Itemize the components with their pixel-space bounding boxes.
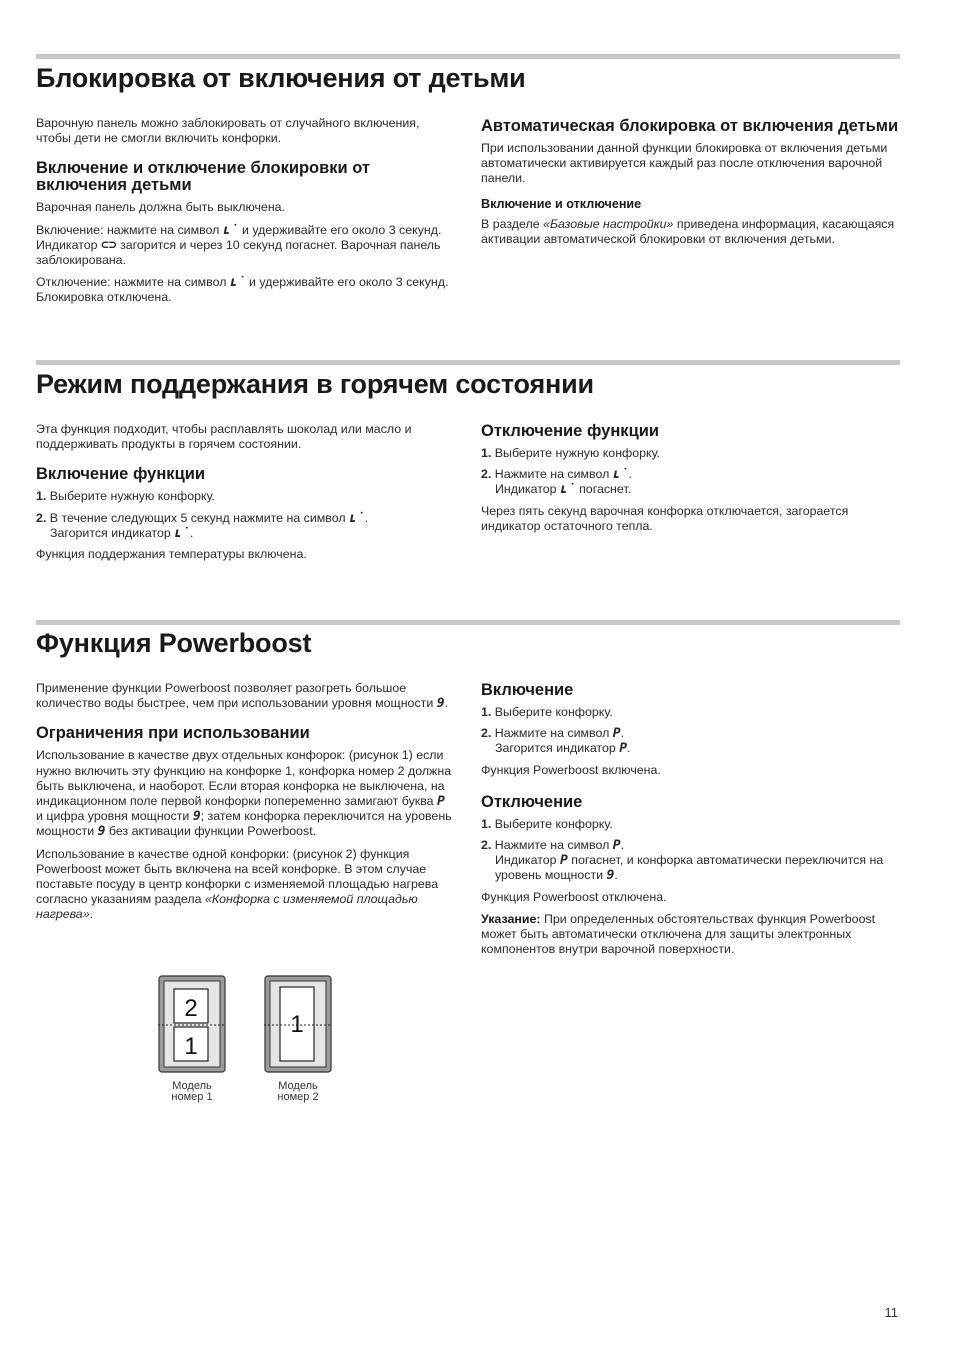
paragraph: Через пять секунд варочная конфорка отключается, загорается индикатор остаточного тепла.	[481, 503, 849, 533]
page-number: 11	[884, 1305, 898, 1320]
paragraph: Отключение: нажмите на символ ʟ̇ и удерживайте его около 3 секунд. Блокировка отключена.	[36, 275, 449, 305]
section-title-child-lock: Блокировка от включения от детьми	[36, 63, 526, 93]
subheading: Автоматическая блокировка от включения детьми	[481, 117, 899, 135]
paragraph: Включение: нажмите на символ ʟ̇ и удерживайте его около 3 секунд. Индикатор ⊂⊃ загорится и через 10 секунд погаснет. Варочная панель заблокирована.	[36, 222, 442, 268]
keep-warm-icon: ʟ̇	[559, 482, 576, 498]
list-item: 1. Выберите нужную конфорку.	[36, 489, 215, 504]
powerboost-p-icon: P	[437, 794, 445, 810]
keep-warm-icon: ʟ̇	[612, 467, 629, 483]
paragraph: Функция поддержания температуры включена.	[36, 547, 307, 562]
cooktop-zone-diagram	[158, 975, 226, 1079]
list-item: 2. В течение следующих 5 секунд нажмите на символ ʟ̇. Загорится индикатор ʟ̇.	[36, 510, 369, 541]
cross-reference: «Базовые настройки»	[543, 216, 674, 231]
powerboost-p-icon: P	[612, 726, 621, 742]
figure-model-1	[158, 975, 226, 1103]
list-item: 1. Выберите конфорку.	[481, 816, 613, 831]
section-rule	[36, 360, 900, 365]
list-item: 1. Выберите конфорку.	[481, 705, 613, 719]
lock-indicator-icon: ⊂⊃	[100, 237, 117, 253]
cross-reference: «Конфорка с изменяемой площадью нагрева»	[36, 892, 418, 922]
minor-heading: Включение и отключение	[481, 196, 642, 211]
subheading: Включение функции	[36, 465, 205, 484]
keep-warm-left-column	[36, 422, 454, 569]
paragraph: Варочную панель можно заблокировать от случайного включения, чтобы дети не смогли включить конфорки.	[36, 116, 420, 146]
zone-number: 1	[184, 1033, 198, 1060]
paragraph: Применение функции Powerboost позволяет разогреть большое количество воды быстрее, чем при использовании уровня мощности 9.	[36, 681, 448, 712]
keep-warm-icon: ʟ̇	[174, 525, 190, 541]
powerboost-p-icon: P	[619, 741, 628, 757]
power-level-nine-icon: 9	[97, 824, 106, 840]
note-label: Указание:	[481, 911, 541, 926]
keep-warm-right-column	[481, 423, 899, 541]
powerboost-left-column	[36, 681, 454, 930]
section-rule	[36, 620, 900, 625]
figure-model-2	[264, 975, 332, 1103]
section-title-keep-warm: Режим поддержания в горячем состоянии	[36, 369, 594, 399]
cooktop-zone-diagram	[264, 975, 332, 1079]
subheading: Включение и отключение блокировки от включения детьми	[36, 159, 371, 195]
power-level-nine-icon: 9	[436, 696, 445, 712]
paragraph: Использование в качестве одной конфорки: (рисунок 2) функция Powerboost может быть включена на всей конфорке. В этом случае поставьте посуду в центр конфорки с изменяемой площадью нагрева согласно указаниям раздела «Конфорка с изменяемой площадью нагрева».	[36, 846, 439, 922]
section-title-powerboost: Функция Powerboost	[36, 628, 312, 658]
subheading: Включение	[481, 681, 574, 699]
zone-number: 2	[184, 995, 198, 1022]
section-rule	[36, 54, 900, 59]
powerboost-p-icon: P	[559, 853, 568, 869]
list-item: 2. Нажмите на символ ʟ̇. Индикатор ʟ̇ погаснет.	[481, 467, 632, 498]
paragraph: При использовании данной функции блокировка от включения детьми автоматически активируется каждый раз после отключения варочной панели.	[481, 141, 888, 186]
subheading: Отключение функции	[481, 422, 659, 440]
paragraph: Функция Powerboost отключена.	[481, 889, 667, 904]
keep-warm-icon: ʟ̇	[349, 510, 365, 526]
paragraph: Варочная панель должна быть выключена.	[36, 200, 285, 215]
child-lock-right-column	[481, 118, 899, 254]
powerboost-p-icon: P	[612, 838, 621, 854]
paragraph: Использование в качестве двух отдельных конфорок: (рисунок 1) если нужно включить эту функцию на конфорке 1, конфорка номер 2 должна быть выключена, и наоборот. Если вторая конфорка не выключена, на индикационном поле первой конфорки попеременно замигают буква P и цифра уровня мощности 9; затем конфорка переключится на уровень мощности 9 без активации функции Powerboost.	[36, 748, 452, 840]
paragraph: Эта функция подходит, чтобы расплавлять шоколад или масло и поддерживать продукты в горячем состоянии.	[36, 422, 412, 452]
paragraph: В разделе «Базовые настройки» приведена информация, касающаяся активации автоматической блокировки от включения детьми.	[481, 216, 895, 247]
power-level-nine-icon: 9	[606, 868, 615, 884]
child-lock-key-icon: ʟ̇	[229, 275, 246, 291]
power-level-nine-icon: 9	[192, 809, 201, 825]
child-lock-left-column	[36, 116, 454, 313]
zone-number: 1	[290, 1011, 304, 1038]
child-lock-key-icon: ʟ̇	[222, 222, 239, 238]
figure-caption: Модель номер 2	[277, 1080, 319, 1103]
paragraph: Функция Powerboost включена.	[481, 762, 661, 777]
list-item: 2. Нажмите на символ P. Индикатор P погаснет, и конфорка автоматически переключится на уровень мощности 9.	[481, 838, 884, 884]
figure-caption: Модель номер 1	[171, 1080, 213, 1103]
list-item: 2. Нажмите на символ P. Загорится индикатор P.	[481, 726, 631, 757]
powerboost-right-column	[481, 682, 899, 964]
list-item: 1. Выберите нужную конфорку.	[481, 446, 660, 460]
note: Указание: При определенных обстоятельствах функция Powerboost может быть автоматически отключена для защиты электронных компонентов внутри варочной поверхности.	[481, 911, 876, 957]
subheading: Отключение	[481, 792, 583, 811]
subheading: Ограничения при использовании	[36, 724, 310, 743]
